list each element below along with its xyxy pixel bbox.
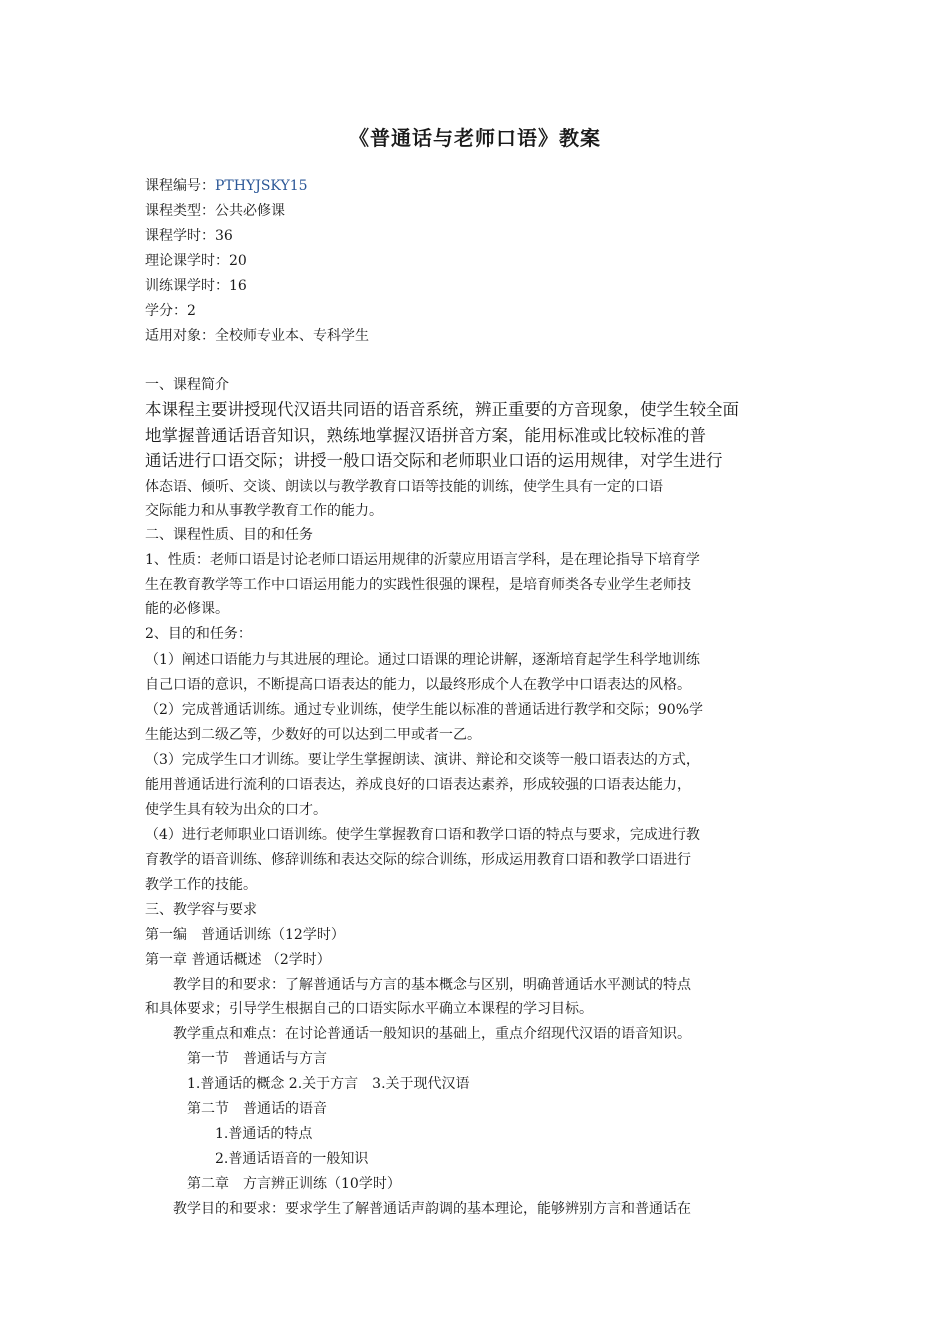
course-type: 课程类型：公共必修课 [145, 203, 285, 219]
section-2-line: 自己口语的意识，不断提高口语表达的能力，以最终形成个人在教学中口语表达的风格。 [145, 677, 691, 693]
section-1-line: 本课程主要讲授现代汉语共同语的语音系统，辨正重要的方音现象，使学生较全面 [145, 400, 739, 419]
course-hours: 课程学时：36 [145, 228, 233, 244]
section-1-heading: 一、课程简介 [145, 377, 229, 393]
course-code [145, 176, 810, 196]
section-3-line: 第一章 普通话概述 （2学时） [145, 952, 331, 968]
course-code-label: 课程编号： [145, 178, 215, 194]
section-1-line: 地掌握普通话语音知识，熟练地掌握汉语拼音方案，能用标准或比较标准的普 [145, 426, 706, 445]
section-3-line: 第一节 普通话与方言 [145, 1051, 327, 1067]
training-hours: 训练课学时：16 [145, 278, 247, 294]
theory-hours: 理论课学时：20 [145, 253, 247, 269]
section-2-line: 使学生具有较为出众的口才。 [145, 802, 327, 818]
section-3-line: 1.普通话的概念 2.关于方言 3.关于现代汉语 [145, 1076, 470, 1092]
course-audience: 适用对象：全校师专业本、专科学生 [145, 328, 369, 344]
section-3-line: 教学目的和要求：了解普通话与方言的基本概念与区别，明确普通话水平测试的特点 [145, 977, 691, 993]
section-3-line: 教学目的和要求：要求学生了解普通话声韵调的基本理论，能够辨别方言和普通话在 [145, 1201, 691, 1217]
section-2-line: （4）进行老师职业口语训练。使学生掌握教育口语和教学口语的特点与要求，完成进行教 [145, 827, 700, 843]
section-2-line: 能用普通话进行流利的口语表达，养成良好的口语表达素养，形成较强的口语表达能力， [145, 777, 691, 793]
section-2-line: （2）完成普通话训练。通过专业训练，使学生能以标准的普通话进行教学和交际；90%学 [145, 702, 704, 718]
course-credits: 学分：2 [145, 303, 196, 319]
section-3-line: 第一编 普通话训练（12学时） [145, 927, 345, 943]
section-3-line: 第二章 方言辨正训练（10学时） [145, 1176, 401, 1192]
section-2-line: 1、性质：老师口语是讨论老师口语运用规律的沂蒙应用语言学科，是在理论指导下培育学 [145, 552, 700, 568]
section-2-line: 教学工作的技能。 [145, 877, 257, 893]
course-code-value: PTHYJSKY15 [215, 178, 308, 194]
section-3-heading: 三、教学容与要求 [145, 902, 257, 918]
section-1-line: 通话进行口语交际；讲授一般口语交际和老师职业口语的运用规律，对学生进行 [145, 451, 723, 470]
section-2-line: 能的必修课。 [145, 601, 229, 617]
section-3-line: 2.普通话语音的一般知识 [145, 1151, 369, 1167]
section-2-line: （3）完成学生口才训练。要让学生掌握朗读、演讲、辩论和交谈等一般口语表达的方式， [145, 752, 700, 768]
section-2-line: 生能达到二级乙等，少数好的可以达到二甲或者一乙。 [145, 727, 481, 743]
document-title: 《普通话与老师口语》教案 [349, 126, 601, 150]
section-3-line: 教学重点和难点：在讨论普通话一般知识的基础上，重点介绍现代汉语的语音知识。 [145, 1026, 691, 1042]
section-2-line: 育教学的语音训练、修辞训练和表达交际的综合训练，形成运用教育口语和教学口语进行 [145, 852, 691, 868]
section-1-line: 交际能力和从事教学教育工作的能力。 [145, 503, 383, 519]
section-3-line: 第二节 普通话的语音 [145, 1101, 327, 1117]
section-3-line: 1.普通话的特点 [145, 1126, 313, 1142]
section-2-line: 生在教育教学等工作中口语运用能力的实践性很强的课程，是培育师类各专业学生老师技 [145, 577, 691, 593]
section-2-heading: 二、课程性质、目的和任务 [145, 527, 313, 543]
section-2-line: 2、目的和任务： [145, 626, 252, 642]
section-1-line: 体态语、倾听、交谈、朗读以与教学教育口语等技能的训练，使学生具有一定的口语 [145, 479, 663, 495]
section-3-line: 和具体要求；引导学生根据自己的口语实际水平确立本课程的学习目标。 [145, 1001, 593, 1017]
section-2-line: （1）阐述口语能力与其进展的理论。通过口语课的理论讲解，逐渐培育起学生科学地训练 [145, 652, 700, 668]
